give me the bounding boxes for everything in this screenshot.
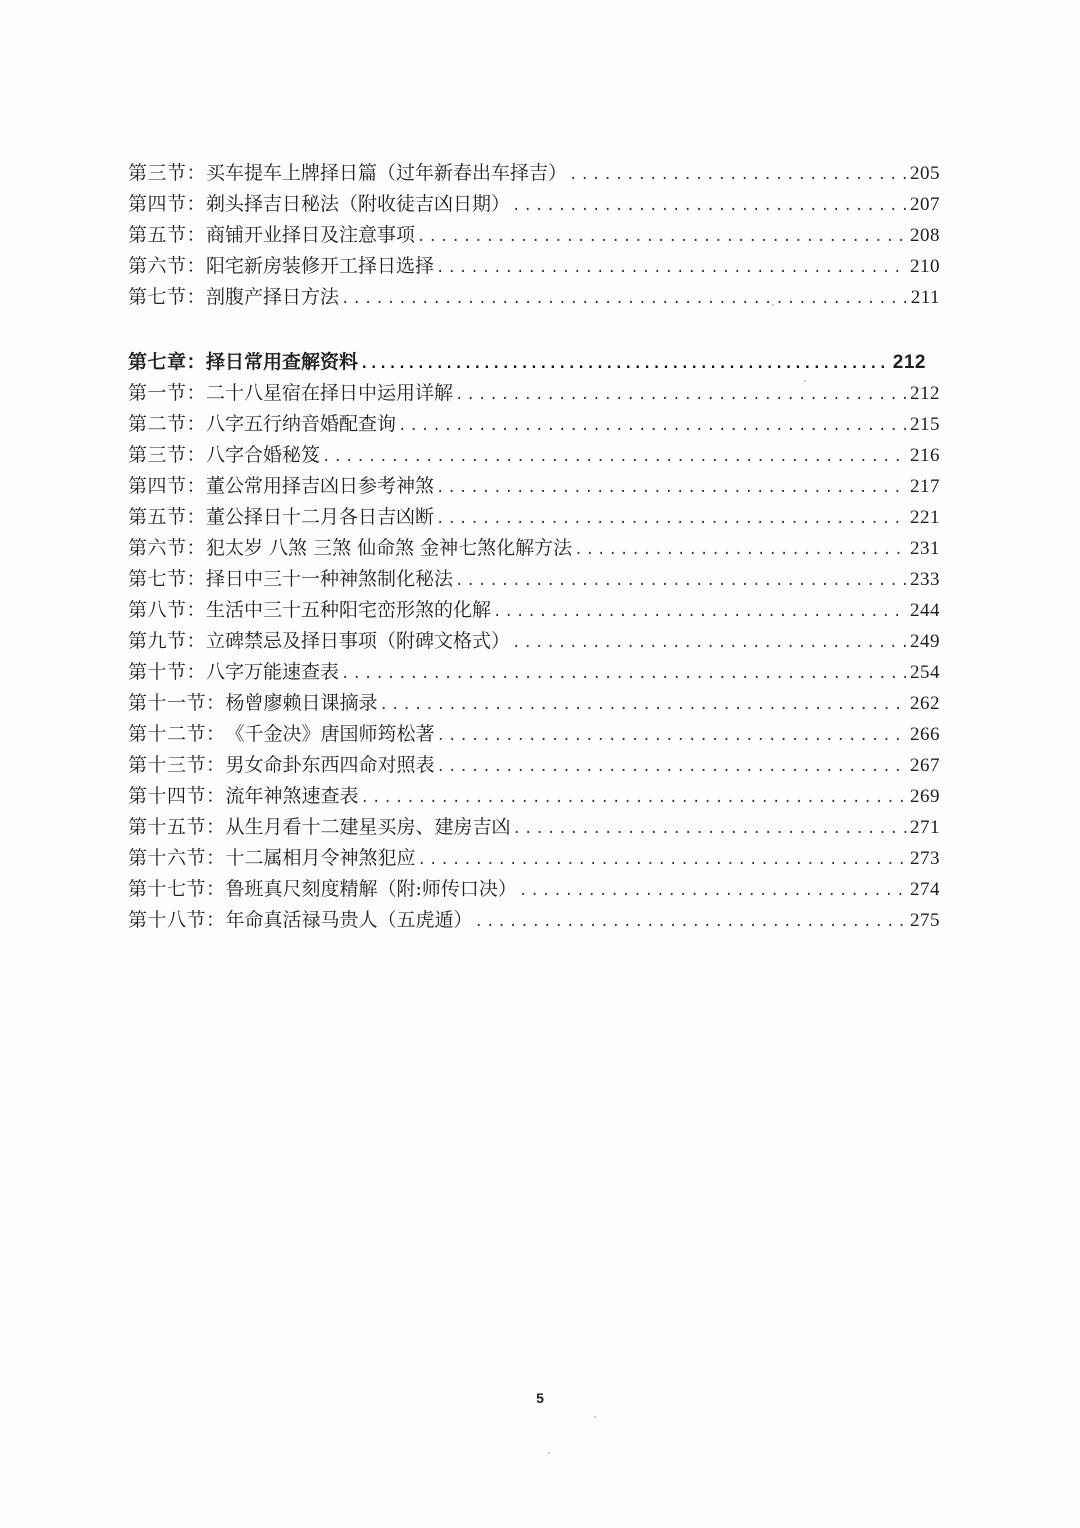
toc-entry-row[interactable] (128, 471, 940, 502)
scan-speck (804, 380, 806, 382)
section-page-number: 274 (910, 879, 940, 900)
section-page-number: 249 (910, 631, 940, 652)
section-title: 董公常用择吉凶日参考神煞 (206, 475, 435, 497)
section-number: 第五节： (128, 224, 207, 246)
dot-leader (569, 160, 908, 191)
section-number: 第十二节： (128, 723, 226, 745)
section-number: 第十六节： (128, 847, 226, 869)
section-page-number: 215 (910, 414, 940, 435)
toc-entry-row[interactable] (128, 657, 940, 688)
section-page-number: 207 (910, 194, 940, 215)
dot-leader (574, 535, 908, 566)
section-page-number: 254 (910, 662, 940, 683)
section-page-number: 208 (910, 225, 940, 246)
section-title: 《千金决》唐国师筠松著 (225, 723, 435, 745)
section-page-number: 271 (910, 817, 940, 838)
section-page-number: 221 (910, 507, 940, 528)
dot-leader (512, 628, 908, 659)
toc-entry-row[interactable] (128, 874, 940, 905)
toc-entry-row[interactable] (128, 158, 940, 189)
section-number: 第六节： (128, 537, 207, 559)
table-of-contents (128, 158, 940, 936)
section-page-number: 231 (910, 538, 940, 559)
toc-entry-row[interactable] (128, 409, 940, 440)
dot-leader (341, 659, 908, 690)
toc-entry-row[interactable] (128, 595, 940, 626)
dot-leader (437, 721, 908, 752)
section-title: 鲁班真尺刻度精解（附:师传口决） (225, 878, 517, 900)
section-title: 杨曾廖赖日课摘录 (225, 692, 378, 714)
chapter-page-number: 212 (892, 352, 926, 373)
toc-entry-row[interactable] (128, 626, 940, 657)
scan-speck (594, 1416, 596, 1418)
section-title: 二十八星宿在择日中运用详解 (206, 382, 454, 404)
section-title: 商铺开业择日及注意事项 (206, 224, 416, 246)
section-title: 八字万能速查表 (206, 661, 340, 683)
scan-speck (548, 1452, 550, 1454)
toc-entry-row[interactable] (128, 251, 940, 282)
section-title: 年命真活禄马贵人（五虎遁） (225, 909, 473, 931)
section-page-number: 205 (910, 163, 940, 184)
section-number: 第七节： (128, 568, 207, 590)
section-number: 第九节： (128, 630, 207, 652)
section-page-number: 217 (910, 476, 940, 497)
dot-leader (513, 814, 908, 845)
dot-leader (455, 566, 908, 597)
section-page-number: 244 (910, 600, 940, 621)
section-title: 八字五行纳音婚配查询 (206, 413, 397, 435)
section-page-number: 211 (910, 287, 940, 308)
section-title: 择日中三十一种神煞制化秘法 (206, 568, 454, 590)
section-number: 第十八节： (128, 909, 226, 931)
toc-entry-row[interactable] (128, 189, 940, 220)
scan-speck (772, 304, 774, 306)
section-page-number: 266 (910, 724, 940, 745)
section-number: 第十节： (128, 661, 207, 683)
dot-leader (436, 504, 908, 535)
section-number: 第八节： (128, 599, 207, 621)
section-page-number: 267 (910, 755, 940, 776)
dot-leader (475, 907, 908, 938)
dot-leader (512, 191, 908, 222)
section-title: 男女命卦东西四命对照表 (225, 754, 435, 776)
section-title: 十二属相月令神煞犯应 (225, 847, 416, 869)
section-number: 第一节： (128, 382, 207, 404)
dot-leader (360, 349, 891, 380)
section-title: 董公择日十二月各日吉凶断 (206, 506, 435, 528)
section-number: 第三节： (128, 444, 207, 466)
toc-entry-row[interactable] (128, 781, 940, 812)
section-page-number: 212 (910, 383, 940, 404)
section-title: 流年神煞速查表 (225, 785, 359, 807)
toc-entry-row[interactable] (128, 812, 940, 843)
dot-leader (436, 253, 908, 284)
section-page-number: 210 (910, 256, 940, 277)
section-title: 剃头择吉日秘法（附收徒吉凶日期） (206, 193, 511, 215)
section-page-number: 233 (910, 569, 940, 590)
dot-leader (322, 442, 908, 473)
toc-entry-row[interactable] (128, 282, 940, 313)
dot-leader (341, 284, 909, 315)
toc-entry-row[interactable] (128, 440, 940, 471)
section-number: 第二节： (128, 413, 207, 435)
section-number: 第十一节： (128, 692, 226, 714)
toc-entry-row[interactable] (128, 688, 940, 719)
section-number: 第四节： (128, 193, 207, 215)
section-number: 第四节： (128, 475, 207, 497)
section-title: 立碑禁忌及择日事项（附碑文格式） (206, 630, 511, 652)
section-title: 阳宅新房装修开工择日选择 (206, 255, 435, 277)
toc-entry-row[interactable] (128, 220, 940, 251)
section-number: 第十七节： (128, 878, 226, 900)
toc-entry-row[interactable] (128, 533, 940, 564)
toc-group-sections-ch7 (128, 378, 940, 936)
toc-entry-row[interactable] (128, 378, 940, 409)
toc-spacer (128, 313, 940, 347)
dot-leader (437, 752, 908, 783)
toc-entry-row[interactable] (128, 564, 940, 595)
dot-leader (361, 783, 908, 814)
chapter-number: 第七章： (128, 351, 207, 373)
toc-entry-row[interactable] (128, 719, 940, 750)
section-page-number: 273 (910, 848, 940, 869)
toc-entry-row[interactable] (128, 905, 940, 936)
section-title: 八字合婚秘笈 (206, 444, 321, 466)
dot-leader (418, 845, 908, 876)
dot-leader (398, 411, 908, 442)
toc-entry-row[interactable] (128, 843, 940, 874)
page-number: 5 (536, 1390, 544, 1406)
section-title: 生活中三十五种阳宅峦形煞的化解 (206, 599, 492, 621)
section-page-number: 269 (910, 786, 940, 807)
section-number: 第十五节： (128, 816, 226, 838)
toc-entry-row[interactable] (128, 750, 940, 781)
section-page-number: 275 (910, 910, 940, 931)
section-title: 买车提车上牌择日篇（过年新春出车择吉） (206, 162, 568, 184)
dot-leader (380, 690, 908, 721)
section-page-number: 262 (910, 693, 940, 714)
chapter-title: 择日常用查解资料 (206, 351, 359, 373)
section-page-number: 216 (910, 445, 940, 466)
dot-leader (417, 222, 908, 253)
section-title: 从生月看十二建星买房、建房吉凶 (225, 816, 511, 838)
toc-chapter-row[interactable] (128, 347, 940, 378)
section-number: 第六节： (128, 255, 207, 277)
section-title: 犯太岁 八煞 三煞 仙命煞 金神七煞化解方法 (206, 537, 573, 559)
section-title: 剖腹产择日方法 (206, 286, 340, 308)
dot-leader (493, 597, 908, 628)
dot-leader (436, 473, 908, 504)
toc-entry-row[interactable] (128, 502, 940, 533)
section-number: 第十四节： (128, 785, 226, 807)
dot-leader (455, 380, 908, 411)
section-number: 第五节： (128, 506, 207, 528)
dot-leader (519, 876, 908, 907)
section-number: 第三节： (128, 162, 207, 184)
section-number: 第七节： (128, 286, 207, 308)
section-number: 第十三节： (128, 754, 226, 776)
toc-group-sections-ch6 (128, 158, 940, 313)
